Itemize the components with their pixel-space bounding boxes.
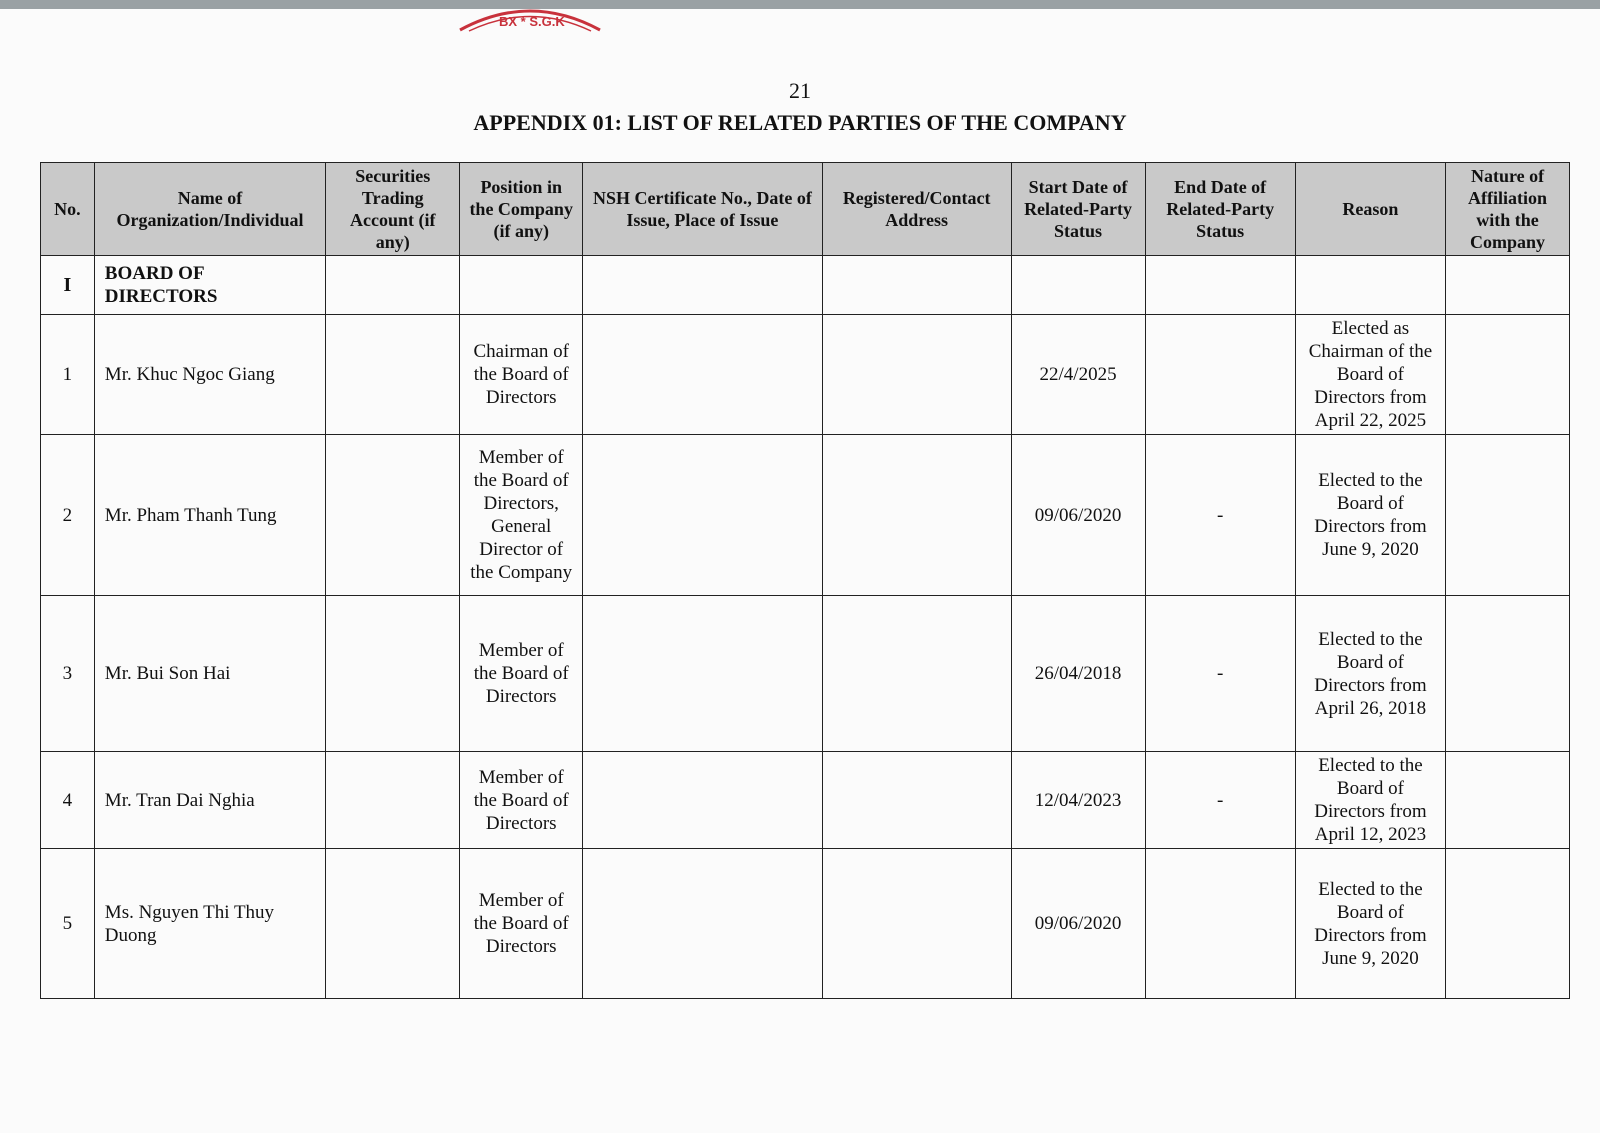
cell-address [822,315,1011,435]
cell-no: 2 [41,435,95,596]
cell-address [822,849,1011,999]
cell-nsh-certificate [583,435,823,596]
table-row [41,596,1570,752]
top-scan-border [0,0,1600,9]
svg-text:BX * S.G.K: BX * S.G.K [499,14,565,29]
cell-name: Ms. Nguyen Thi Thuy Duong [94,849,325,999]
header-name: Name of Organization/Individual [94,163,325,256]
cell-nsh-certificate [583,849,823,999]
cell-address [822,435,1011,596]
table-row [41,752,1570,849]
cell-start-date: 09/06/2020 [1011,849,1145,999]
table-header-row [41,163,1570,256]
table-row [41,849,1570,999]
header-end-date: End Date of Related-Party Status [1145,163,1295,256]
cell-name: Mr. Tran Dai Nghia [94,752,325,849]
cell-name: Mr. Khuc Ngoc Giang [94,315,325,435]
cell-end-date: - [1145,752,1295,849]
header-nature-of-affiliation: Nature of Affiliation with the Company [1446,163,1570,256]
cell-end-date [1145,849,1295,999]
cell-nsh-certificate [583,315,823,435]
header-start-date: Start Date of Related-Party Status [1011,163,1145,256]
cell-nsh-certificate [583,596,823,752]
table-row [41,435,1570,596]
header-securities-account: Securities Trading Account (if any) [326,163,460,256]
cell-nsh-certificate [583,752,823,849]
cell-securities-account [326,752,460,849]
related-parties-table [40,162,1570,999]
cell-position: Member of the Board of Directors [460,752,583,849]
cell-nature [1446,596,1570,752]
cell-start-date: 26/04/2018 [1011,596,1145,752]
cell-securities-account [326,596,460,752]
cell-address [822,752,1011,849]
cell-nature [1446,315,1570,435]
cell-position: Member of the Board of Directors [460,849,583,999]
cell-end-date [1145,315,1295,435]
cell-position: Member of the Board of Directors, General Director of the Company [460,435,583,596]
cell-reason: Elected as Chairman of the Board of Directors from April 22, 2025 [1295,315,1445,435]
cell-position: Member of the Board of Directors [460,596,583,752]
cell-name: Mr. Pham Thanh Tung [94,435,325,596]
cell-start-date: 12/04/2023 [1011,752,1145,849]
cell-start-date: 09/06/2020 [1011,435,1145,596]
header-nsh-certificate: NSH Certificate No., Date of Issue, Place of Issue [583,163,823,256]
page-number: 21 [789,78,811,103]
cell-end-date: - [1145,596,1295,752]
header-reason: Reason [1295,163,1445,256]
header-no: No. [41,163,95,256]
cell-reason: Elected to the Board of Directors from June 9, 2020 [1295,435,1445,596]
cell-securities-account [326,315,460,435]
section-title: BOARD OF DIRECTORS [94,256,325,315]
cell-address [822,596,1011,752]
cell-nature [1446,752,1570,849]
cell-no: 3 [41,596,95,752]
header-position: Position in the Company (if any) [460,163,583,256]
cell-no: 4 [41,752,95,849]
cell-nature [1446,435,1570,596]
header-address: Registered/Contact Address [822,163,1011,256]
page-title: APPENDIX 01: LIST OF RELATED PARTIES OF THE COMPANY [473,110,1127,135]
cell-securities-account [326,849,460,999]
cell-securities-account [326,435,460,596]
section-number: I [41,256,95,315]
cell-start-date: 22/4/2025 [1011,315,1145,435]
cell-position: Chairman of the Board of Directors [460,315,583,435]
table-row [41,315,1570,435]
cell-reason: Elected to the Board of Directors from June 9, 2020 [1295,849,1445,999]
cell-reason: Elected to the Board of Directors from April 26, 2018 [1295,596,1445,752]
cell-end-date: - [1145,435,1295,596]
cell-no: 5 [41,849,95,999]
cell-reason: Elected to the Board of Directors from April 12, 2023 [1295,752,1445,849]
company-seal-stamp [455,6,605,32]
cell-nature [1446,849,1570,999]
cell-name: Mr. Bui Son Hai [94,596,325,752]
cell-no: 1 [41,315,95,435]
section-row-board-of-directors [41,256,1570,315]
